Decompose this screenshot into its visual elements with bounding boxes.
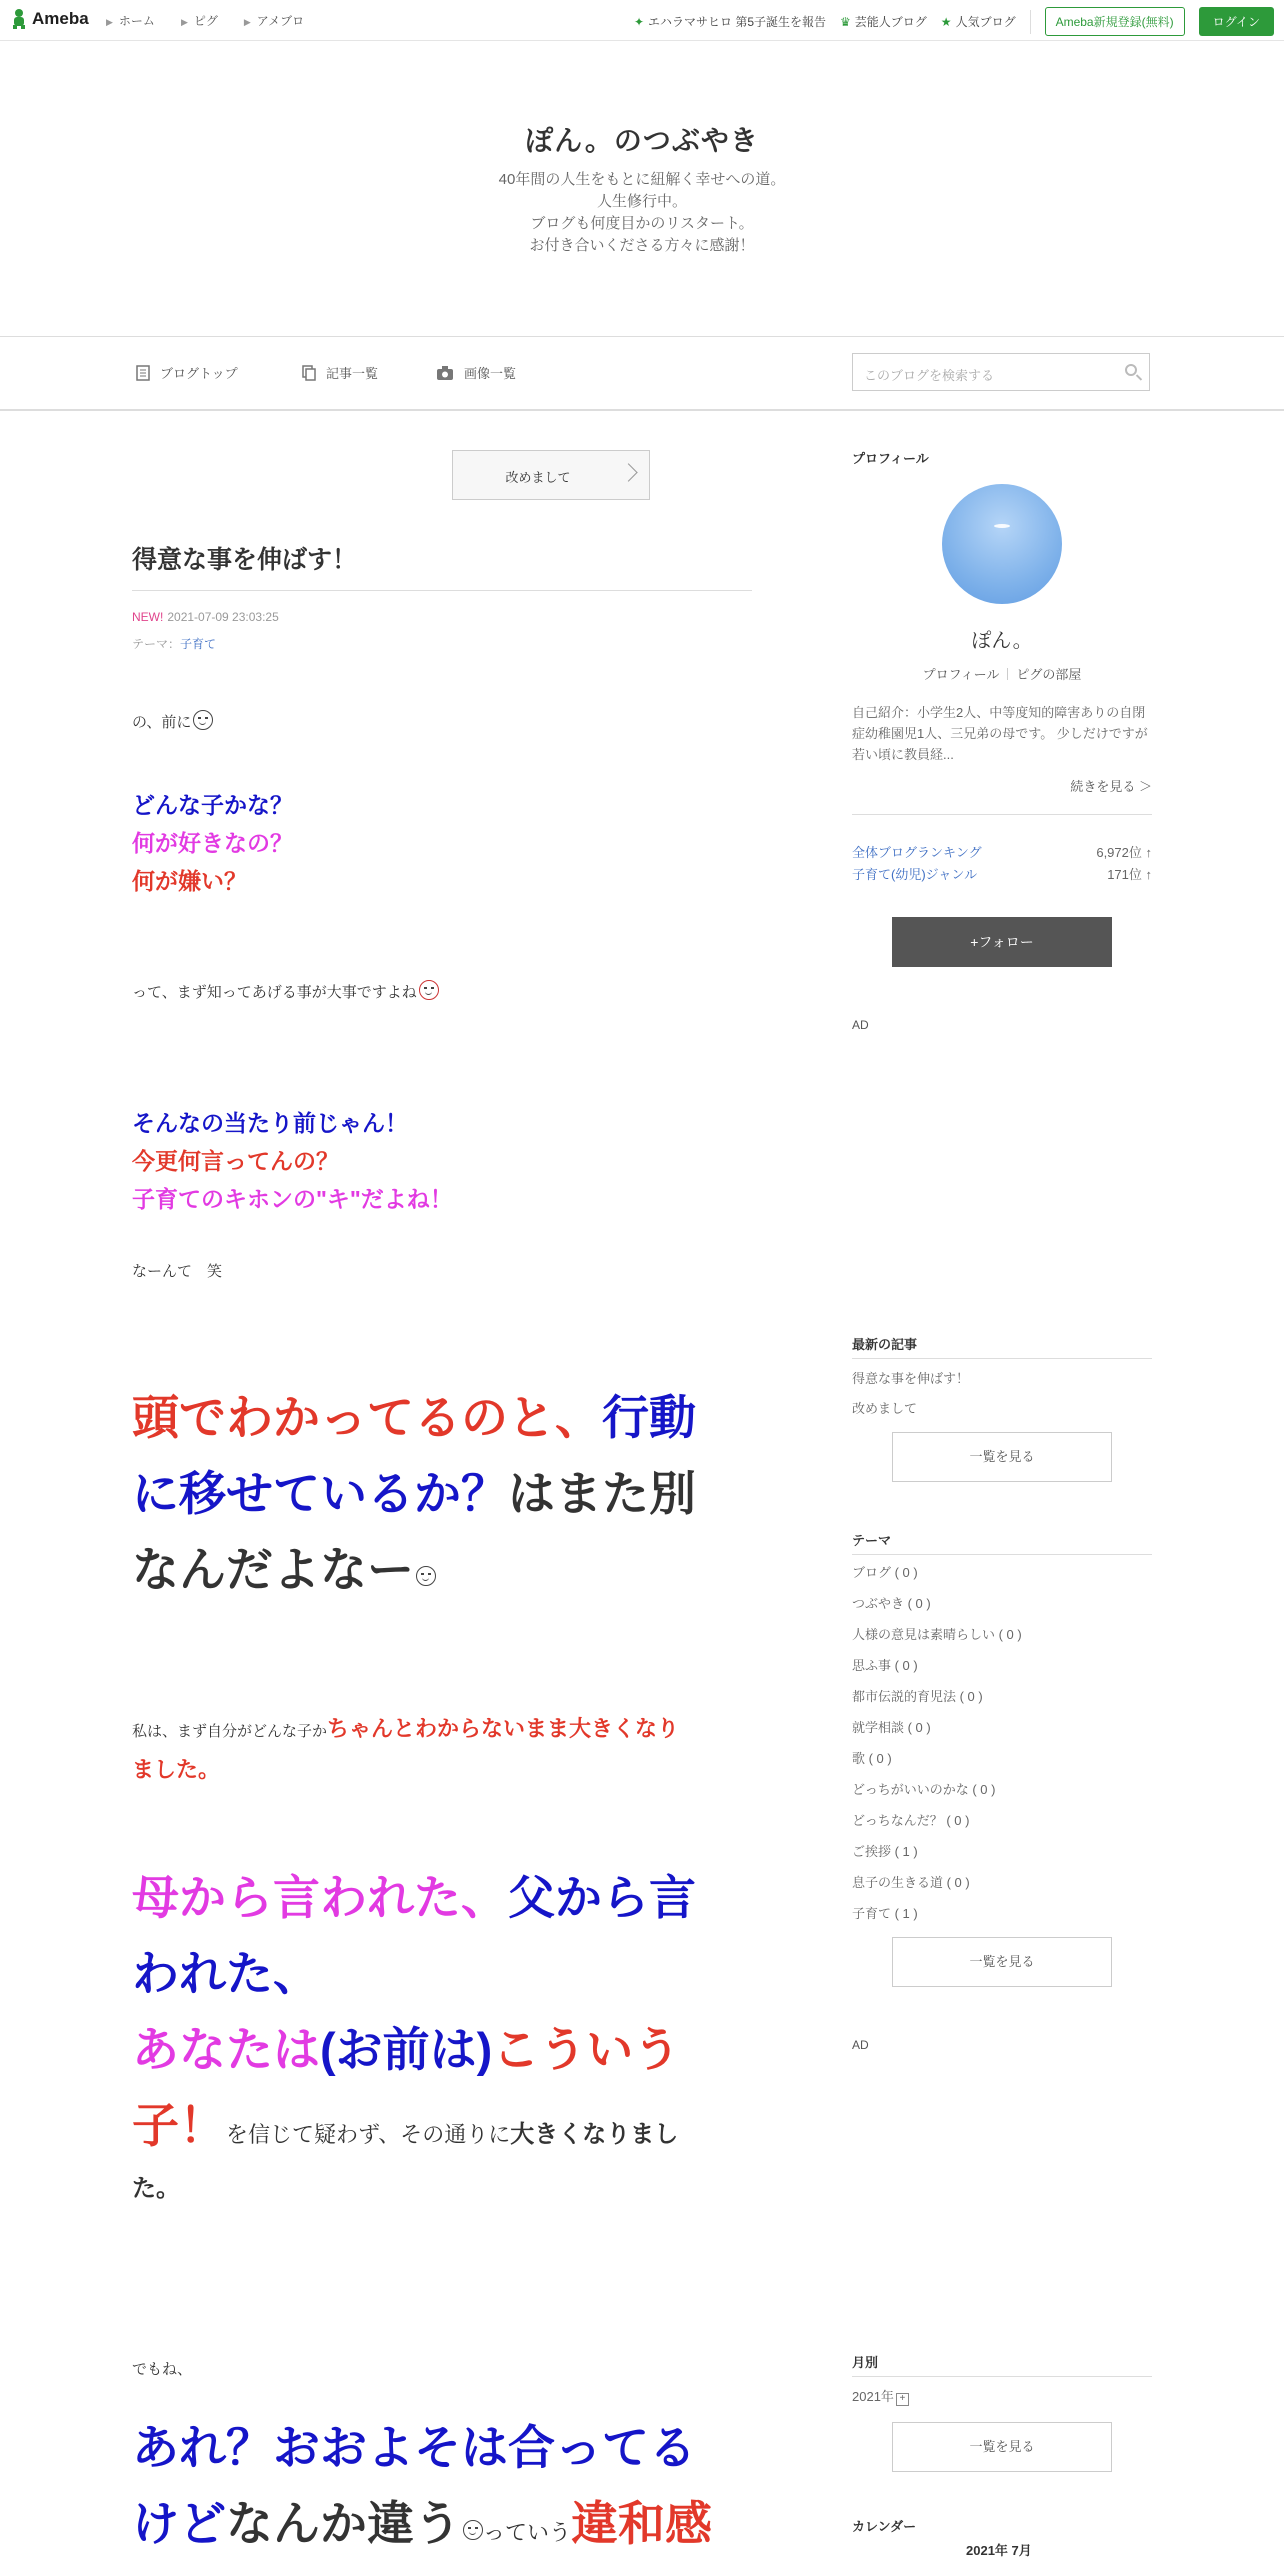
- read-more-link[interactable]: 続きを見る ＞: [1070, 779, 1152, 794]
- divider: [852, 1358, 1152, 1359]
- divider: [1030, 10, 1031, 34]
- text: 子！: [132, 2099, 226, 2152]
- view-all-latest-button[interactable]: 一覧を見る: [892, 1432, 1112, 1482]
- ameba-header-right: [634, 7, 1274, 36]
- text: 大きくなりまし: [510, 2121, 679, 2148]
- celebrity-blog-label: 芸能人ブログ: [854, 15, 927, 29]
- text: (お前は): [320, 2023, 493, 2076]
- theme-item-link[interactable]: ブログ ( 0 ): [852, 1565, 918, 1580]
- ad-label: AD: [852, 2038, 869, 2052]
- theme-link[interactable]: 子育て: [180, 637, 217, 651]
- question-line: 何が嫌い？: [132, 868, 247, 894]
- ameba-logo-text: Ameba: [32, 9, 89, 28]
- question-line: どんな子かな？: [132, 792, 293, 818]
- profile-name[interactable]: ぽん。: [971, 630, 1033, 652]
- ad-label: AD: [852, 1018, 869, 1032]
- theme-item-link[interactable]: 人様の意見は素晴らしい ( 0 ): [852, 1627, 1022, 1642]
- profile-heading: プロフィール: [852, 451, 929, 466]
- theme-item-link[interactable]: 思ふ事 ( 0 ): [852, 1658, 918, 1673]
- reaction-line: 子育てのキホンの"キ"だよね！: [132, 1186, 453, 1212]
- article-meta: [132, 610, 279, 624]
- document-icon: [136, 365, 150, 381]
- pigg-room-link[interactable]: ピグの部屋: [1016, 667, 1082, 682]
- crown-icon: ♛: [840, 14, 851, 29]
- nav-ameblo[interactable]: [244, 12, 304, 29]
- camera-icon: [436, 365, 454, 381]
- question-line: 何が好きなの？: [132, 830, 293, 856]
- text: けど: [132, 2497, 226, 2550]
- entry-list-link[interactable]: [302, 363, 378, 382]
- ranking-value: 6,972位 ↑: [1096, 845, 1152, 860]
- ranking-label: 子育て(幼児)ジャンル: [852, 867, 978, 882]
- text: なんだよなー: [132, 1543, 414, 1596]
- text: なんか違う: [226, 2497, 461, 2550]
- popular-blog-link[interactable]: [941, 13, 1016, 30]
- smile-emoji-icon: [419, 980, 439, 1000]
- question-list: [132, 786, 293, 900]
- paragraph: [132, 710, 213, 732]
- text: 違和感: [571, 2497, 713, 2550]
- profile-intro: 自己紹介：小学生2人、中等度知的障害ありの自閉症幼稚園児1人、三兄弟の母です。 少しだけですが若い頃に教員経...: [852, 705, 1148, 762]
- popular-blog-label: 人気ブログ: [955, 15, 1016, 29]
- text: はまた別: [508, 1467, 696, 1520]
- wink-emoji-icon: [193, 710, 213, 730]
- text: 頭でわかってるのと、: [132, 1391, 602, 1444]
- blog-description: [0, 169, 1284, 257]
- calendar-month: 2021年 7月: [966, 2543, 1032, 2558]
- login-button[interactable]: ログイン: [1199, 7, 1274, 36]
- nav-home-label: ホーム: [118, 14, 155, 28]
- blog-description-line: お付き合いくださる方々に感謝！: [529, 237, 755, 254]
- text: 私は、まず自分がどんな子か: [132, 1723, 328, 1740]
- paragraph: [132, 1710, 679, 1789]
- ameba-global-nav: [106, 12, 304, 29]
- latest-heading: 最新の記事: [852, 1337, 918, 1352]
- month-archive-link[interactable]: [852, 2386, 909, 2406]
- calendar-heading: カレンダー: [852, 2519, 917, 2534]
- blog-description-line: 40年間の人生をもとに紐解く幸せへの道。: [498, 171, 786, 188]
- text: 父から言: [508, 1871, 696, 1924]
- ranking-label: 全体ブログランキング: [852, 845, 982, 860]
- ranking-value: 171位 ↑: [1107, 867, 1152, 882]
- nav-home[interactable]: [106, 12, 155, 29]
- divider: [1007, 668, 1008, 680]
- text: に移せているか？: [132, 1467, 508, 1520]
- chevron-right-icon: ▶: [180, 17, 188, 27]
- ameba-header: [0, 0, 1284, 41]
- text: を信じて疑わず、その通りに: [226, 2122, 511, 2147]
- nav-ameblo-label: アメブロ: [256, 14, 305, 28]
- text: われた、: [132, 1947, 320, 2000]
- paragraph: なーんて 笑: [132, 1263, 223, 1280]
- big-quote-line: [132, 1532, 696, 1608]
- article-theme: [132, 635, 216, 652]
- register-button[interactable]: Ameba新規登録(無料): [1045, 7, 1185, 36]
- big-quote: [132, 1380, 696, 1608]
- copy-icon: [302, 365, 316, 381]
- text: 母から言われた、: [132, 1871, 508, 1924]
- theme-item-link[interactable]: 都市伝説的育児法 ( 0 ): [852, 1689, 983, 1704]
- expand-plus-icon[interactable]: +: [896, 2393, 909, 2406]
- news-link[interactable]: [634, 13, 826, 30]
- theme-item-link[interactable]: つぶやき ( 0 ): [852, 1596, 931, 1611]
- big-quote-line: [132, 1456, 696, 1532]
- reaction-list: [132, 1104, 453, 1218]
- blog-description-line: 人生修行中。: [596, 193, 687, 210]
- article-datetime: 2021-07-09 23:03:25: [167, 610, 279, 624]
- theme-prefix: テーマ：: [132, 637, 181, 651]
- theme-item-link[interactable]: ご挨拶 ( 1 ): [852, 1844, 918, 1859]
- text: っていう: [483, 2520, 572, 2545]
- divider: [852, 2376, 1152, 2377]
- next-entry-button[interactable]: [452, 450, 650, 500]
- avatar[interactable]: [942, 484, 1062, 604]
- new-badge: NEW!: [132, 610, 164, 624]
- theme-item-link[interactable]: どっちがいいのかな ( 0 ): [852, 1782, 996, 1797]
- text: の、前に: [132, 714, 192, 731]
- confused-emoji-icon: [463, 2520, 483, 2540]
- news-link-label: エハラマサヒロ 第5子誕生を報告: [648, 15, 827, 29]
- blog-top-link[interactable]: [136, 363, 238, 382]
- ameba-logo-icon: [10, 8, 28, 30]
- profile-link[interactable]: プロフィール: [922, 667, 1000, 682]
- paragraph: でもね、: [132, 2361, 193, 2378]
- latest-entry-link[interactable]: 改めまして: [852, 1401, 918, 1416]
- theme-heading: テーマ: [852, 1533, 892, 1548]
- article-title[interactable]: 得意な事を伸ばす！: [132, 546, 358, 574]
- chevron-right-icon: ▶: [106, 17, 113, 27]
- blog-nav: [0, 336, 1284, 411]
- text: こういう: [492, 2023, 681, 2076]
- star-icon: ✦: [633, 14, 644, 29]
- reaction-line: 今更何言ってんの？: [132, 1148, 339, 1174]
- text: あなたは: [132, 2023, 320, 2076]
- reaction-line: そんなの当たり前じゃん！: [132, 1110, 408, 1136]
- text: 行動: [602, 1391, 696, 1444]
- blog-header: [0, 41, 1284, 336]
- big-quote: [132, 1860, 696, 2173]
- nav-pigg[interactable]: [181, 12, 218, 29]
- image-list-link[interactable]: [436, 363, 516, 382]
- theme-item-link[interactable]: 歌 ( 0 ): [852, 1751, 892, 1766]
- sweat-emoji-icon: [416, 1566, 436, 1586]
- theme-item-link[interactable]: 息子の生きる道 ( 0 ): [852, 1875, 970, 1890]
- text: ちゃんとわからないまま大きくなり: [327, 1716, 680, 1741]
- search-placeholder: このブログを検索する: [864, 368, 995, 383]
- text: た。: [132, 2175, 180, 2202]
- follow-button[interactable]: +フォロー: [892, 917, 1112, 967]
- view-all-themes-button[interactable]: 一覧を見る: [892, 1937, 1112, 1987]
- blog-top-label: ブログトップ: [160, 366, 238, 381]
- ameba-logo[interactable]: [10, 8, 89, 30]
- theme-item-link[interactable]: 子育て ( 1 ): [852, 1906, 918, 1921]
- blog-search-input[interactable]: [852, 353, 1150, 391]
- blog-description-line: ブログも何度目かのリスタート。: [530, 215, 754, 232]
- big-quote-line: [132, 1380, 696, 1456]
- month-label: 2021年: [852, 2389, 894, 2404]
- divider: [852, 1554, 1152, 1555]
- next-entry-label: 改めまして: [505, 470, 571, 485]
- image-list-label: 画像一覧: [464, 366, 517, 381]
- divider: [852, 814, 1152, 815]
- divider: [132, 590, 752, 591]
- profile-links: [852, 664, 1152, 683]
- search-icon[interactable]: [1125, 364, 1137, 376]
- theme-item-link[interactable]: どっちなんだ？ ( 0 ): [852, 1813, 970, 1828]
- latest-entry-link[interactable]: 得意な事を伸ばす！: [852, 1371, 970, 1386]
- entry-list-label: 記事一覧: [326, 366, 379, 381]
- nav-pigg-label: ピグ: [193, 14, 218, 28]
- star-icon: ★: [940, 14, 952, 29]
- paragraph: [132, 980, 439, 1002]
- text: って、まず知ってあげる事が大事ですよね: [132, 984, 417, 1001]
- monthly-heading: 月別: [852, 2355, 879, 2370]
- chevron-right-icon: ▶: [243, 17, 251, 27]
- text: あれ？おおよそは合ってる: [132, 2421, 696, 2474]
- blog-title[interactable]: ぽん。のつぶやき: [525, 125, 759, 156]
- celebrity-blog-link[interactable]: [840, 13, 927, 30]
- text: ました。: [132, 1757, 221, 1782]
- big-quote: [132, 2410, 712, 2571]
- theme-item-link[interactable]: 就学相談 ( 0 ): [852, 1720, 931, 1735]
- view-all-months-button[interactable]: 一覧を見る: [892, 2422, 1112, 2472]
